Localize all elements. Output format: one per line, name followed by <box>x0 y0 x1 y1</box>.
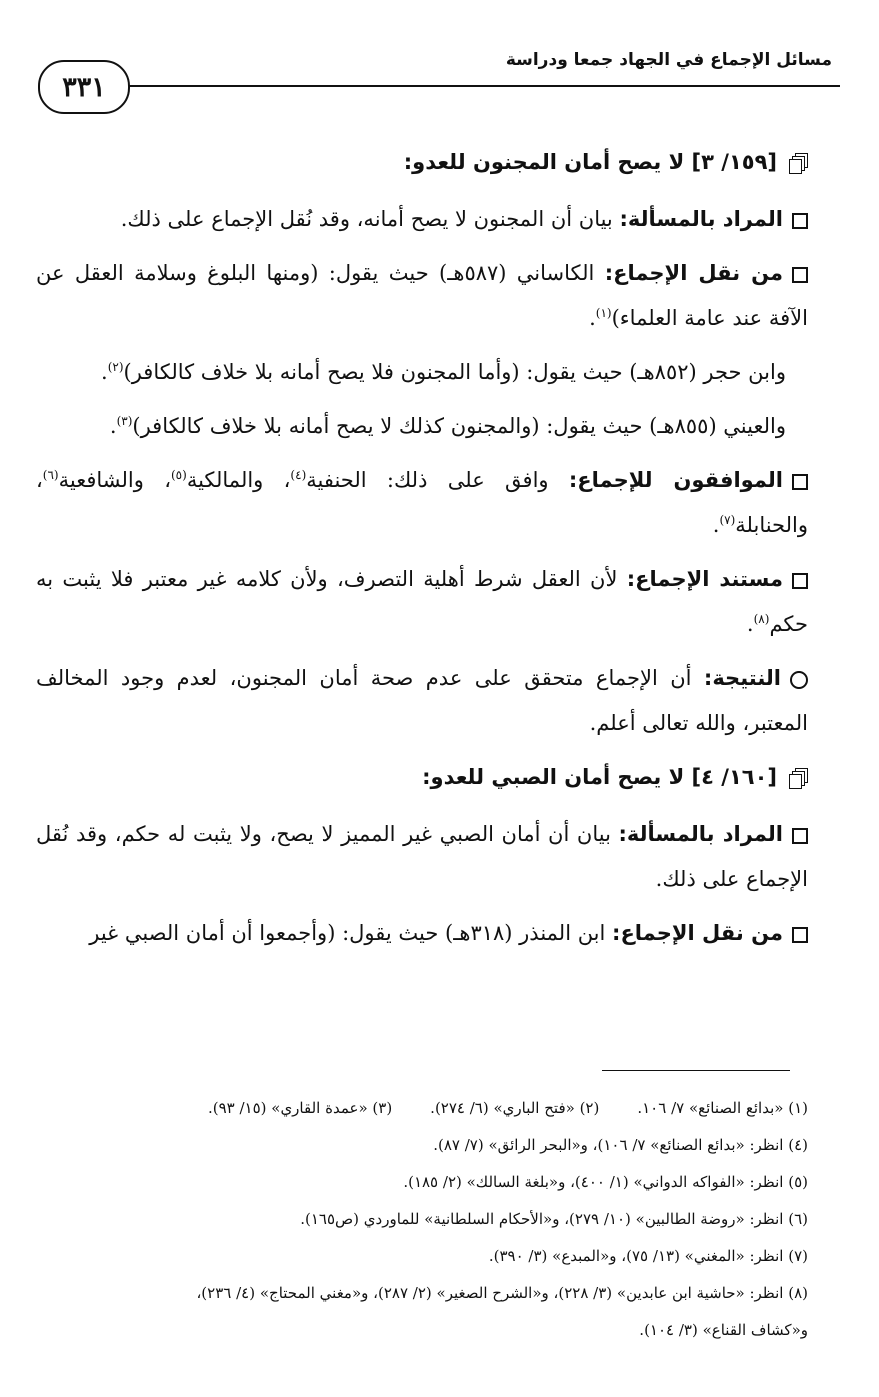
footnote-ref[interactable]: (٧) <box>719 513 736 527</box>
paragraph-text: الكاساني (٥٨٧هـ) حيث يقول: (ومنها البلوغ وسلامة العقل عن الآفة عند عامة العلماء) <box>36 261 808 330</box>
heading-text: [١٥٩/ ٣] لا يصح أمان المجنون للعدو: <box>403 150 777 174</box>
footnote-ref[interactable]: (٨) <box>753 612 770 626</box>
paragraph-text: ابن المنذر (٣١٨هـ) حيث يقول: (وأجمعوا أن أمان الصبي غير <box>89 921 613 945</box>
paragraph-label: من نقل الإجماع: <box>612 921 783 945</box>
footnote-ref[interactable]: (٦) <box>42 468 59 482</box>
square-bullet-icon <box>792 213 808 229</box>
paragraph-text: وافق على ذلك: الحنفية <box>306 468 569 492</box>
paragraph-text: أن الإجماع متحقق على عدم صحة أمان المجنون، لعدم وجود المخالف المعتبر، والله تعالى أعلم. <box>36 666 808 735</box>
footnote-line <box>36 1090 808 1127</box>
footnote-separator <box>602 1070 790 1071</box>
paragraph-label: مستند الإجماع: <box>626 567 783 591</box>
paragraph-transmitters: من نقل الإجماع: الكاساني (٥٨٧هـ) حيث يقول: (ومنها البلوغ وسلامة العقل عن الآفة عند عامة العلماء)$^{(١)}$. <box>36 261 808 330</box>
paragraph-agreeing: الموافقون للإجماع: وافق على ذلك: الحنفية$^{(٤)}$، والمالكية$^{(٥)}$، والشافعية$^{(٦)}$، والحنابلة$^{(٧)}$. <box>36 468 808 537</box>
paragraph-text: والعيني (٨٥٥هـ) حيث يقول: (والمجنون كذلك لا يصح أمانه بلا خلاف كالكافر) <box>132 414 786 438</box>
footnote-5: (٥) انظر: «الفواكه الدواني» (١/ ٤٠٠)، و«بلغة السالك» (٢/ ١٨٥). <box>403 1173 808 1191</box>
stacked-pages-icon <box>791 153 808 172</box>
paragraph-text: بيان أن أمان الصبي غير المميز لا يصح، ولا يثبت له حكم، وقد نُقل الإجماع على ذلك. <box>36 822 808 891</box>
paragraph-basis: مستند الإجماع: لأن العقل شرط أهلية التصرف، ولأن كلامه غير معتبر فلا يثبت به حكم$^{(٨)}$. <box>36 567 808 636</box>
footnote-ref[interactable]: (٣) <box>116 414 133 428</box>
paragraph-ibn-hajar: وابن حجر (٨٥٢هـ) حيث يقول: (وأما المجنون فلا يصح أمانه بلا خلاف كالكافر)$^{(٢)}$. <box>101 360 786 384</box>
paragraph-label: المراد بالمسألة: <box>619 207 783 231</box>
heading-text: [١٦٠/ ٤] لا يصح أمان الصبي للعدو: <box>422 765 777 789</box>
page-header <box>30 40 850 110</box>
section-heading-160 <box>36 755 808 800</box>
paragraph-label: من نقل الإجماع: <box>604 261 783 285</box>
square-bullet-icon <box>792 828 808 844</box>
paragraph-text: وابن حجر (٨٥٢هـ) حيث يقول: (وأما المجنون فلا يصح أمانه بلا خلاف كالكافر) <box>123 360 786 384</box>
footnote-1: (١) «بدائع الصنائع» ٧/ ١٠٦. <box>637 1099 808 1117</box>
paragraph-text: ، والمالكية <box>186 468 291 492</box>
footnote-ref[interactable]: (٢) <box>107 360 124 374</box>
footnote-4: (٤) انظر: «بدائع الصنائع» ٧/ ١٠٦)، و«البحر الرائق» (٧/ ٨٧). <box>433 1136 808 1154</box>
footnote-7: (٧) انظر: «المغني» (١٣/ ٧٥)، و«المبدع» (٣/ ٣٩٠). <box>488 1247 808 1265</box>
page-number: ٣٣١ <box>38 60 130 114</box>
paragraph-result <box>36 656 808 746</box>
footnote-ref[interactable]: (١) <box>595 306 612 320</box>
footnote-3: (٣) «عمدة القاري» (١٥/ ٩٣). <box>207 1099 393 1117</box>
square-bullet-icon <box>792 474 808 490</box>
footnote-ref[interactable]: (٤) <box>290 468 307 482</box>
paragraph-meaning-2 <box>36 812 808 902</box>
paragraph-label: المراد بالمسألة: <box>618 822 783 846</box>
paragraph-label: النتيجة: <box>703 666 781 690</box>
paragraph-text: ، والحنابلة <box>36 468 808 537</box>
section-heading-159 <box>36 140 808 185</box>
running-title: مسائل الإجماع في الجهاد جمعا ودراسة <box>505 50 832 70</box>
footnote-8-continued: و«كشاف القناع» (٣/ ١٠٤). <box>639 1321 808 1339</box>
paragraph-text: لأن العقل شرط أهلية التصرف، ولأن كلامه غير معتبر فلا يثبت به حكم <box>36 567 808 636</box>
paragraph-text: بيان أن المجنون لا يصح أمانه، وقد نُقل الإجماع على ذلك. <box>120 207 620 231</box>
square-bullet-icon <box>792 927 808 943</box>
circle-bullet-icon <box>790 671 808 689</box>
stacked-pages-icon <box>791 768 808 787</box>
footnotes <box>36 1090 808 1349</box>
square-bullet-icon <box>792 267 808 283</box>
footnote-2: (٢) «فتح الباري» (٦/ ٢٧٤). <box>430 1099 600 1117</box>
footnote-6: (٦) انظر: «روضة الطالبين» (١٠/ ٢٧٩)، و«الأحكام السلطانية» للماوردي (ص١٦٥). <box>300 1210 808 1228</box>
paragraph-text: ، والشافعية <box>58 468 171 492</box>
paragraph-aini: والعيني (٨٥٥هـ) حيث يقول: (والمجنون كذلك لا يصح أمانه بلا خلاف كالكافر)$^{(٣)}$. <box>109 414 786 438</box>
footnote-ref[interactable]: (٥) <box>170 468 187 482</box>
paragraph-transmitters-2 <box>36 911 808 956</box>
header-rule <box>122 85 840 87</box>
square-bullet-icon <box>792 573 808 589</box>
footnote-8: (٨) انظر: «حاشية ابن عابدين» (٣/ ٢٢٨)، و«الشرح الصغير» (٢/ ٢٨٧)، و«مغني المحتاج» (٤/ ٢٣٦)، <box>196 1284 808 1302</box>
main-text <box>36 140 808 965</box>
paragraph-label: الموافقون للإجماع: <box>568 468 783 492</box>
paragraph-meaning <box>36 197 808 242</box>
